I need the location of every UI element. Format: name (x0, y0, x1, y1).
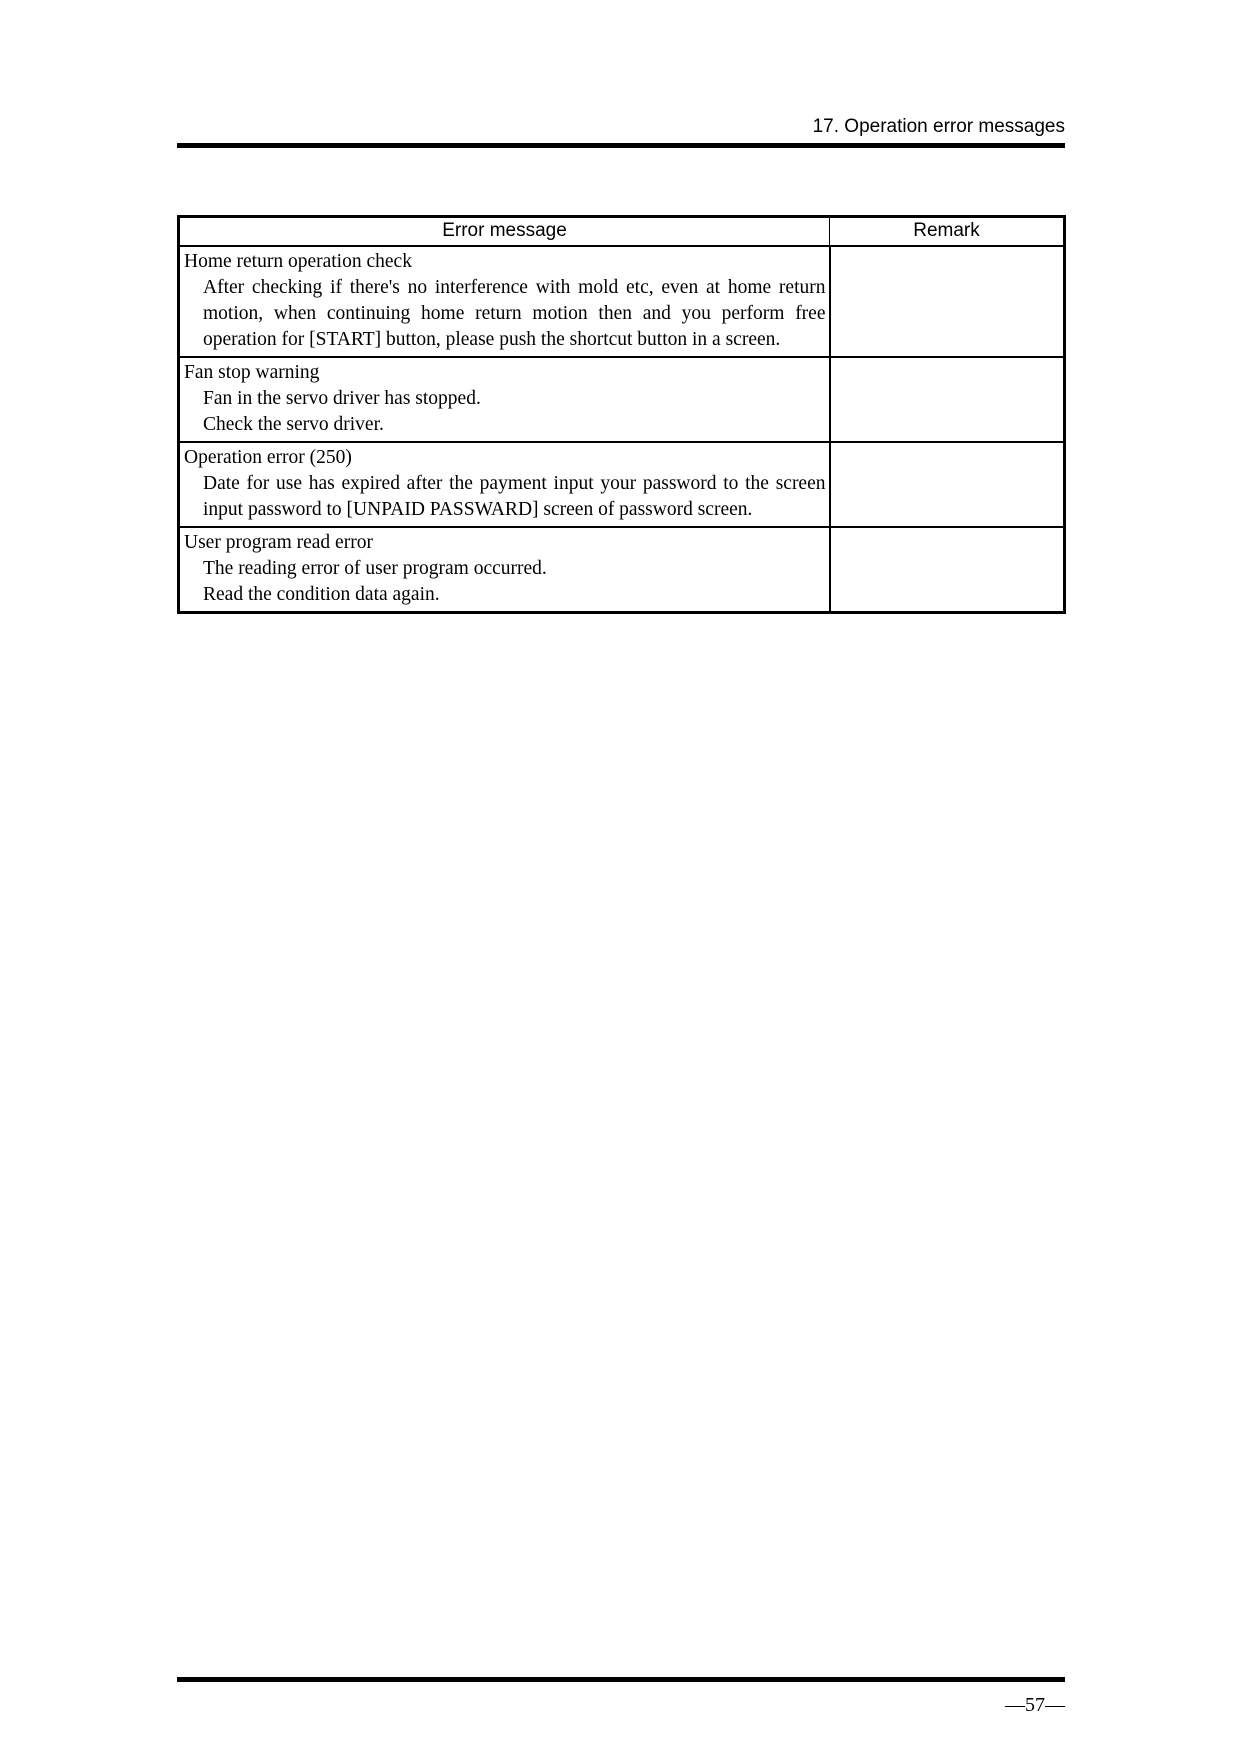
remark-cell (830, 357, 1065, 442)
remark-cell (830, 246, 1065, 357)
error-description: Read the condition data again. (203, 583, 440, 605)
page-header-title: 17. Operation error messages (812, 116, 1065, 137)
table-row (179, 246, 1065, 357)
table-header-row (179, 217, 1065, 246)
error-description: The reading error of user program occurred. (203, 557, 547, 579)
remark-cell (830, 442, 1065, 527)
column-header-remark: Remark (830, 217, 1065, 246)
column-header-error-message: Error message (179, 217, 830, 246)
error-title: User program read error (184, 531, 373, 553)
header-rule (177, 143, 1065, 148)
error-message-cell (179, 442, 830, 527)
error-description: Check the servo driver. (203, 413, 384, 435)
error-title: Home return operation check (184, 250, 412, 272)
table-row (179, 527, 1065, 613)
footer-rule (177, 1677, 1065, 1682)
page-number: —57— (1005, 1694, 1065, 1716)
error-description: Date for use has expired after the payment input your password to the screen input password to [UNPAID PASSWARD] screen of password screen. (203, 472, 826, 520)
error-message-cell (179, 246, 830, 357)
remark-cell (830, 527, 1065, 613)
error-description: After checking if there's no interference with mold etc, even at home return motion, when continuing home return motion then and you perform free operation for [START] button, please push the shortcut button in a screen. (203, 276, 826, 350)
table-row (179, 357, 1065, 442)
error-message-table (177, 215, 1066, 614)
error-message-cell (179, 357, 830, 442)
error-title: Fan stop warning (184, 361, 320, 383)
table-row (179, 442, 1065, 527)
error-title: Operation error (250) (184, 446, 352, 468)
error-description: Fan in the servo driver has stopped. (203, 387, 481, 409)
error-message-cell (179, 527, 830, 613)
